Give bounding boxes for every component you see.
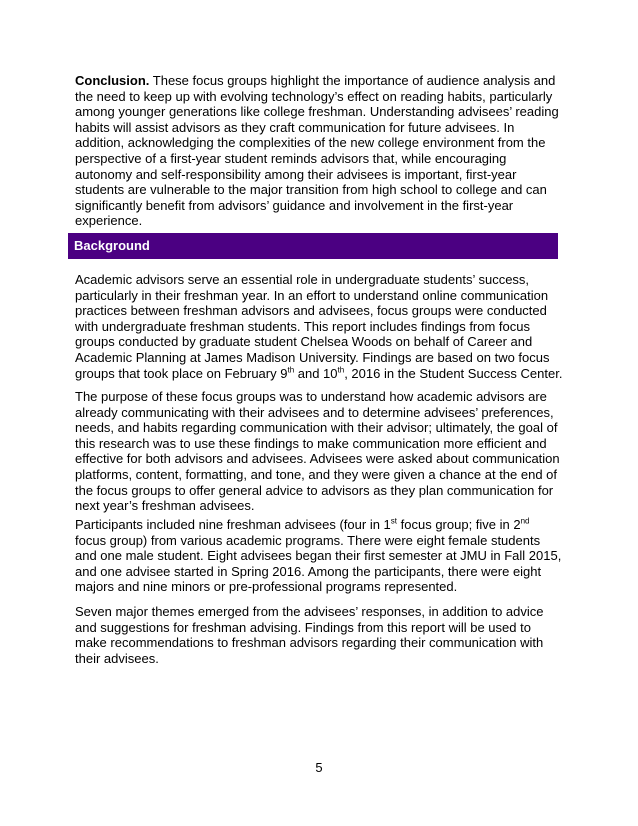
p1-ordinal-2: th	[337, 365, 345, 375]
p3-text-b: focus group; five in 2	[397, 517, 521, 532]
p3-text-c: focus group) from various academic programs. There were eight female students and one male student. Eight advisees began their first semester at JMU in Fall 2015, and one advisee started in Spring 2016. Among the participants, there were eight majors and nine minors or pre-professional programs represented.	[75, 532, 562, 595]
background-paragraph-2: The purpose of these focus groups was to understand how academic advisors are already communicating with their advisees and to determine advisees’ preferences, needs, and habits regarding communication with their advisor; ultimately, the goal of this research was to use these findings to make communication more efficient and effective for both advisors and advisees. Advisees were asked about communication platforms, content, formatting, and tone, and they were given a chance at the end of the focus groups to offer general advice to advisors as they plan communication for next year’s freshman advisees.	[75, 389, 560, 514]
conclusion-label: Conclusion.	[75, 73, 150, 88]
p3-ordinal-1: st	[390, 516, 398, 526]
p3-text-a: Participants included nine freshman advisees (four in 1	[75, 517, 391, 532]
background-paragraph-4: Seven major themes emerged from the advisees’ responses, in addition to advice and suggestions for freshman advising. Findings from this report will be used to make recommendations to freshman advisors regarding their communication with their advisees.	[75, 604, 544, 666]
section-heading-banner	[68, 233, 558, 259]
p1-text-c: , 2016 in the Student Success Center.	[344, 365, 563, 381]
p3-ordinal-2: nd	[520, 516, 530, 526]
conclusion-paragraph	[75, 73, 563, 229]
p1-text-a: Academic advisors serve an essential role in undergraduate students’ success, particularly in their freshman year. In an effort to understand online communication practices between freshman advisors and advisees, focus groups were conducted with undergraduate freshman students. This report includes findings from focus groups conducted by graduate student Chelsea Woods on behalf of Career and Academic Planning at James Madison University. Findings are based on two focus groups that took place on February 9	[75, 272, 550, 381]
section-heading: Background	[74, 238, 150, 253]
page-number: 5	[315, 760, 323, 775]
p1-ordinal-1: th	[287, 365, 295, 375]
conclusion-text: These focus groups highlight the importance of audience analysis and the need to keep up with evolving technology’s effect on reading habits, particularly among younger generations like college freshman. Understanding advisees’ reading habits will assist advisors as they craft communication for future advisees. In addition, acknowledging the complexities of the new college environment from the perspective of a first-year student reminds advisors that, while encouraging autonomy and self-responsibility among their advisees is important, first-year students are vulnerable to the major transition from high school to college and can significantly benefit from advisors’ guidance and involvement in the first-year experience.	[75, 73, 559, 229]
background-paragraph-1	[75, 272, 563, 381]
p1-text-b: and 10	[294, 365, 338, 381]
background-paragraph-3	[75, 517, 563, 595]
